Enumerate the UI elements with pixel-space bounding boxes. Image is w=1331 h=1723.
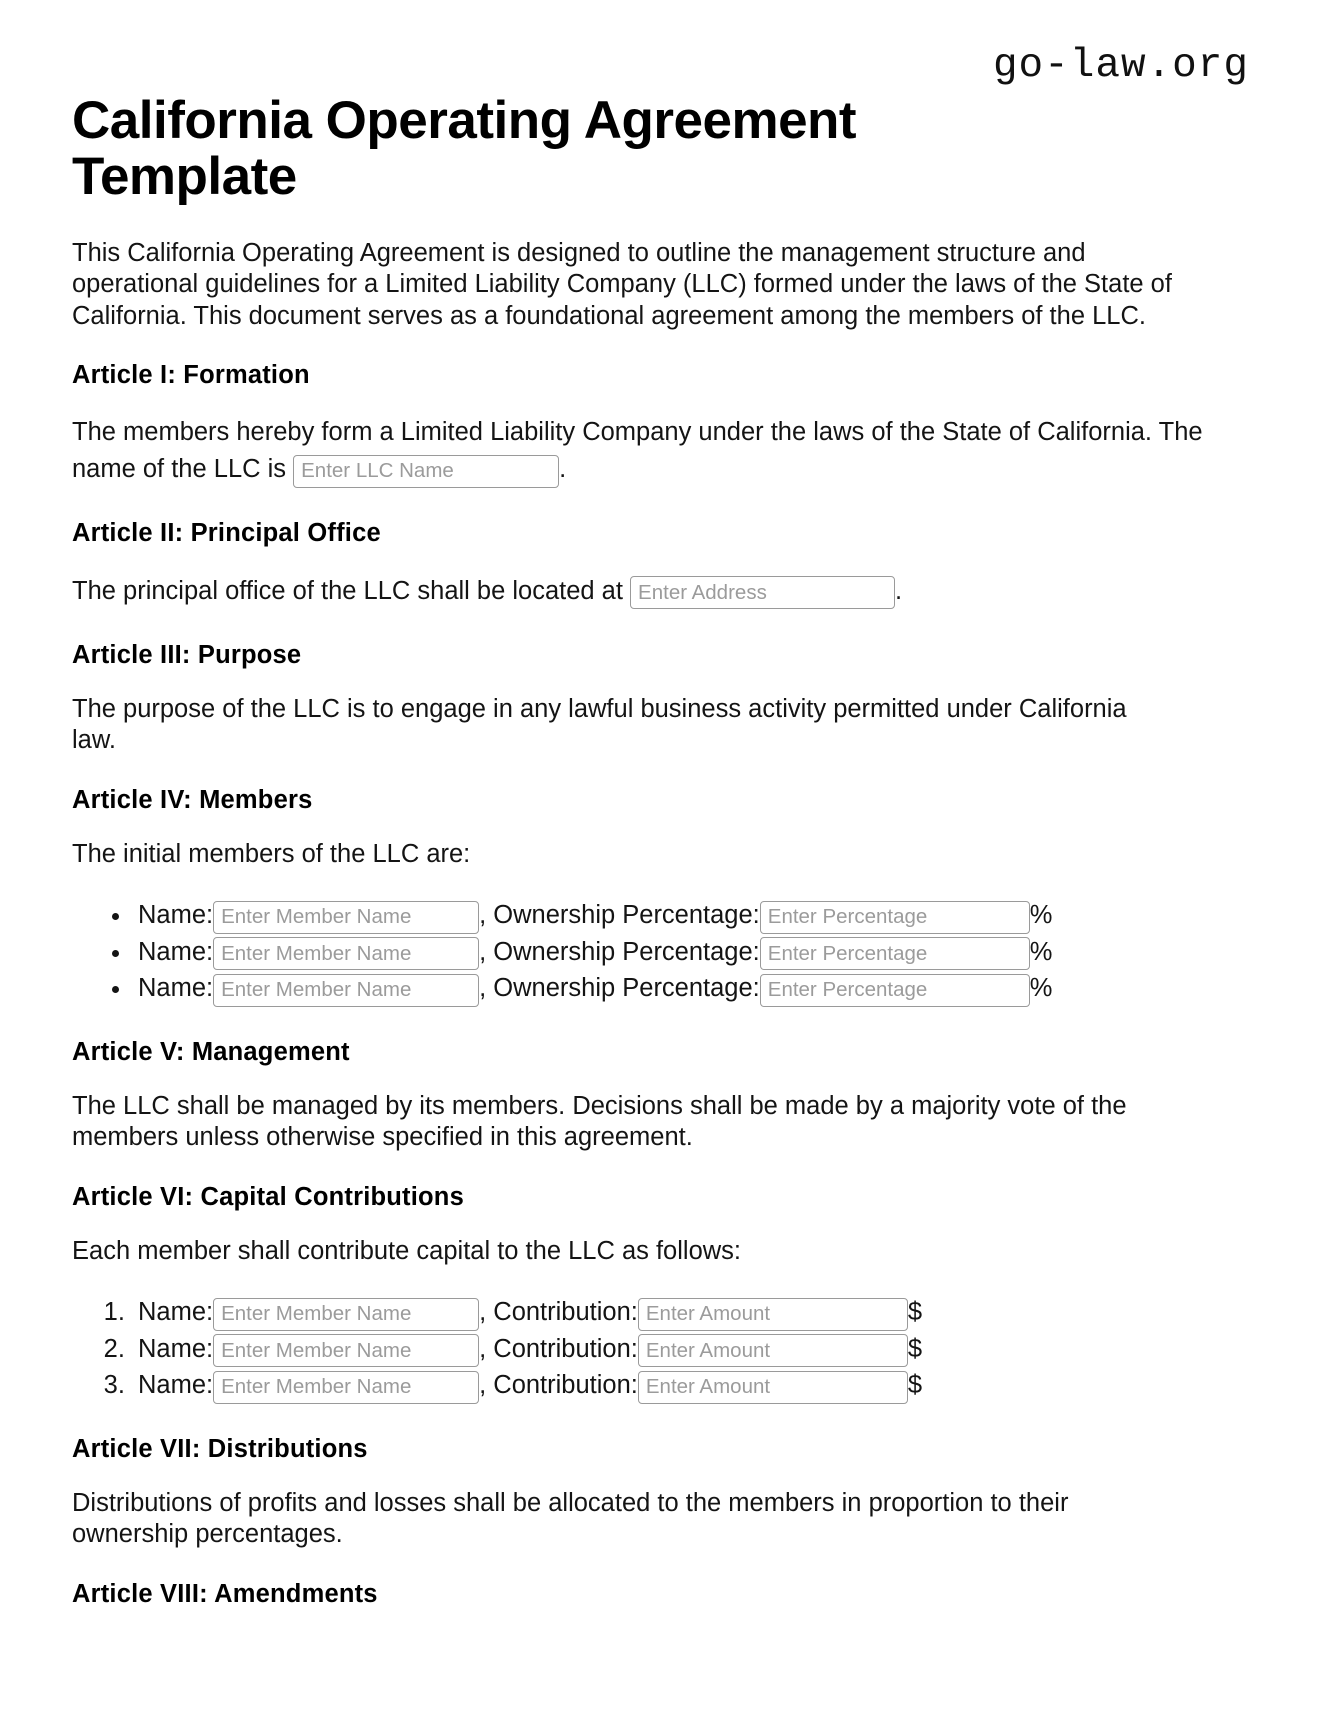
contribution-label-3: , Contribution: xyxy=(479,1371,638,1400)
section-principal-office xyxy=(72,518,1249,610)
contrib-amount-input-2[interactable] xyxy=(638,1334,908,1367)
dollar-suffix-3: $ xyxy=(907,1371,923,1400)
section-management xyxy=(72,1037,1249,1154)
address-input[interactable] xyxy=(630,576,895,609)
heading-article-iv: Article IV: Members xyxy=(72,785,313,814)
section-formation xyxy=(72,360,1249,489)
contribution-label-1: , Contribution: xyxy=(479,1298,638,1327)
section-amendments xyxy=(72,1579,1249,1610)
office-text-before: The principal office of the LLC shall be located at xyxy=(72,576,631,605)
member-name-input-1[interactable] xyxy=(213,901,479,934)
dollar-suffix-1: $ xyxy=(907,1298,923,1327)
heading-article-viii: Article VIII: Amendments xyxy=(72,1579,378,1608)
member-percentage-input-2[interactable] xyxy=(760,937,1030,970)
section-distributions xyxy=(72,1434,1249,1551)
contrib-name-input-3[interactable] xyxy=(213,1371,479,1404)
distributions-paragraph: Distributions of profits and losses shall be allocated to the members in proportion to their ownership percentages. xyxy=(72,1489,1069,1549)
heading-article-vii: Article VII: Distributions xyxy=(72,1434,368,1463)
list-item xyxy=(132,1295,1249,1331)
member-name-label-1: Name: xyxy=(138,901,214,930)
member-name-input-2[interactable] xyxy=(213,937,479,970)
list-item xyxy=(132,935,1249,971)
percent-suffix-1: % xyxy=(1029,901,1053,930)
list-item xyxy=(132,1332,1249,1368)
heading-article-i: Article I: Formation xyxy=(72,360,310,389)
contrib-name-label-2: Name: xyxy=(138,1334,214,1363)
list-item xyxy=(132,898,1249,934)
contributions-lead-in: Each member shall contribute capital to the LLC as follows: xyxy=(72,1237,742,1266)
contrib-name-label-3: Name: xyxy=(138,1371,214,1400)
ownership-label-3: , Ownership Percentage: xyxy=(479,974,760,1003)
section-capital-contributions xyxy=(72,1182,1249,1404)
page-title: California Operating Agreement Template xyxy=(72,91,857,206)
heading-article-ii: Article II: Principal Office xyxy=(72,519,381,548)
list-item xyxy=(132,1368,1249,1404)
site-logo: go-law.org xyxy=(992,43,1249,89)
list-item xyxy=(132,971,1249,1007)
contribution-label-2: , Contribution: xyxy=(479,1334,638,1363)
members-lead-in: The initial members of the LLC are: xyxy=(72,840,471,869)
member-name-input-3[interactable] xyxy=(213,974,479,1007)
percent-suffix-3: % xyxy=(1029,974,1053,1003)
management-paragraph: The LLC shall be managed by its members. Decisions shall be made by a majority vote of the members unless otherwise specified in this agreement. xyxy=(72,1092,1127,1152)
member-name-label-2: Name: xyxy=(138,937,214,966)
contrib-name-input-2[interactable] xyxy=(213,1334,479,1367)
heading-article-iii: Article III: Purpose xyxy=(72,640,302,669)
formation-text-after: . xyxy=(559,455,567,484)
intro-paragraph: This California Operating Agreement is designed to outline the management structure and operational guidelines for a Limited Liability Company (LLC) formed under the laws of the State of California. This document serves as a foundational agreement among the members of the LLC. xyxy=(72,239,1172,330)
contrib-name-input-1[interactable] xyxy=(213,1298,479,1331)
llc-name-input[interactable] xyxy=(293,455,559,488)
formation-text-before: The members hereby form a Limited Liability Company under the laws of the State of California. The name of the LLC is xyxy=(72,418,1203,484)
heading-article-v: Article V: Management xyxy=(72,1037,350,1066)
principal-office-paragraph xyxy=(72,573,1249,610)
member-name-label-3: Name: xyxy=(138,974,214,1003)
ownership-label-2: , Ownership Percentage: xyxy=(479,937,760,966)
dollar-suffix-2: $ xyxy=(907,1334,923,1363)
contrib-name-label-1: Name: xyxy=(138,1298,214,1327)
contrib-amount-input-1[interactable] xyxy=(638,1298,908,1331)
percent-suffix-2: % xyxy=(1029,937,1053,966)
member-list xyxy=(72,898,1249,1007)
formation-paragraph xyxy=(72,414,1249,488)
contrib-amount-input-3[interactable] xyxy=(638,1371,908,1404)
ownership-label-1: , Ownership Percentage: xyxy=(479,901,760,930)
heading-article-vi: Article VI: Capital Contributions xyxy=(72,1182,464,1211)
member-percentage-input-1[interactable] xyxy=(760,901,1030,934)
purpose-paragraph: The purpose of the LLC is to engage in any lawful business activity permitted under California law. xyxy=(72,695,1127,755)
section-purpose xyxy=(72,640,1249,757)
section-members xyxy=(72,785,1249,1007)
office-text-after: . xyxy=(895,576,903,605)
contribution-list xyxy=(72,1295,1249,1404)
member-percentage-input-3[interactable] xyxy=(760,974,1030,1007)
